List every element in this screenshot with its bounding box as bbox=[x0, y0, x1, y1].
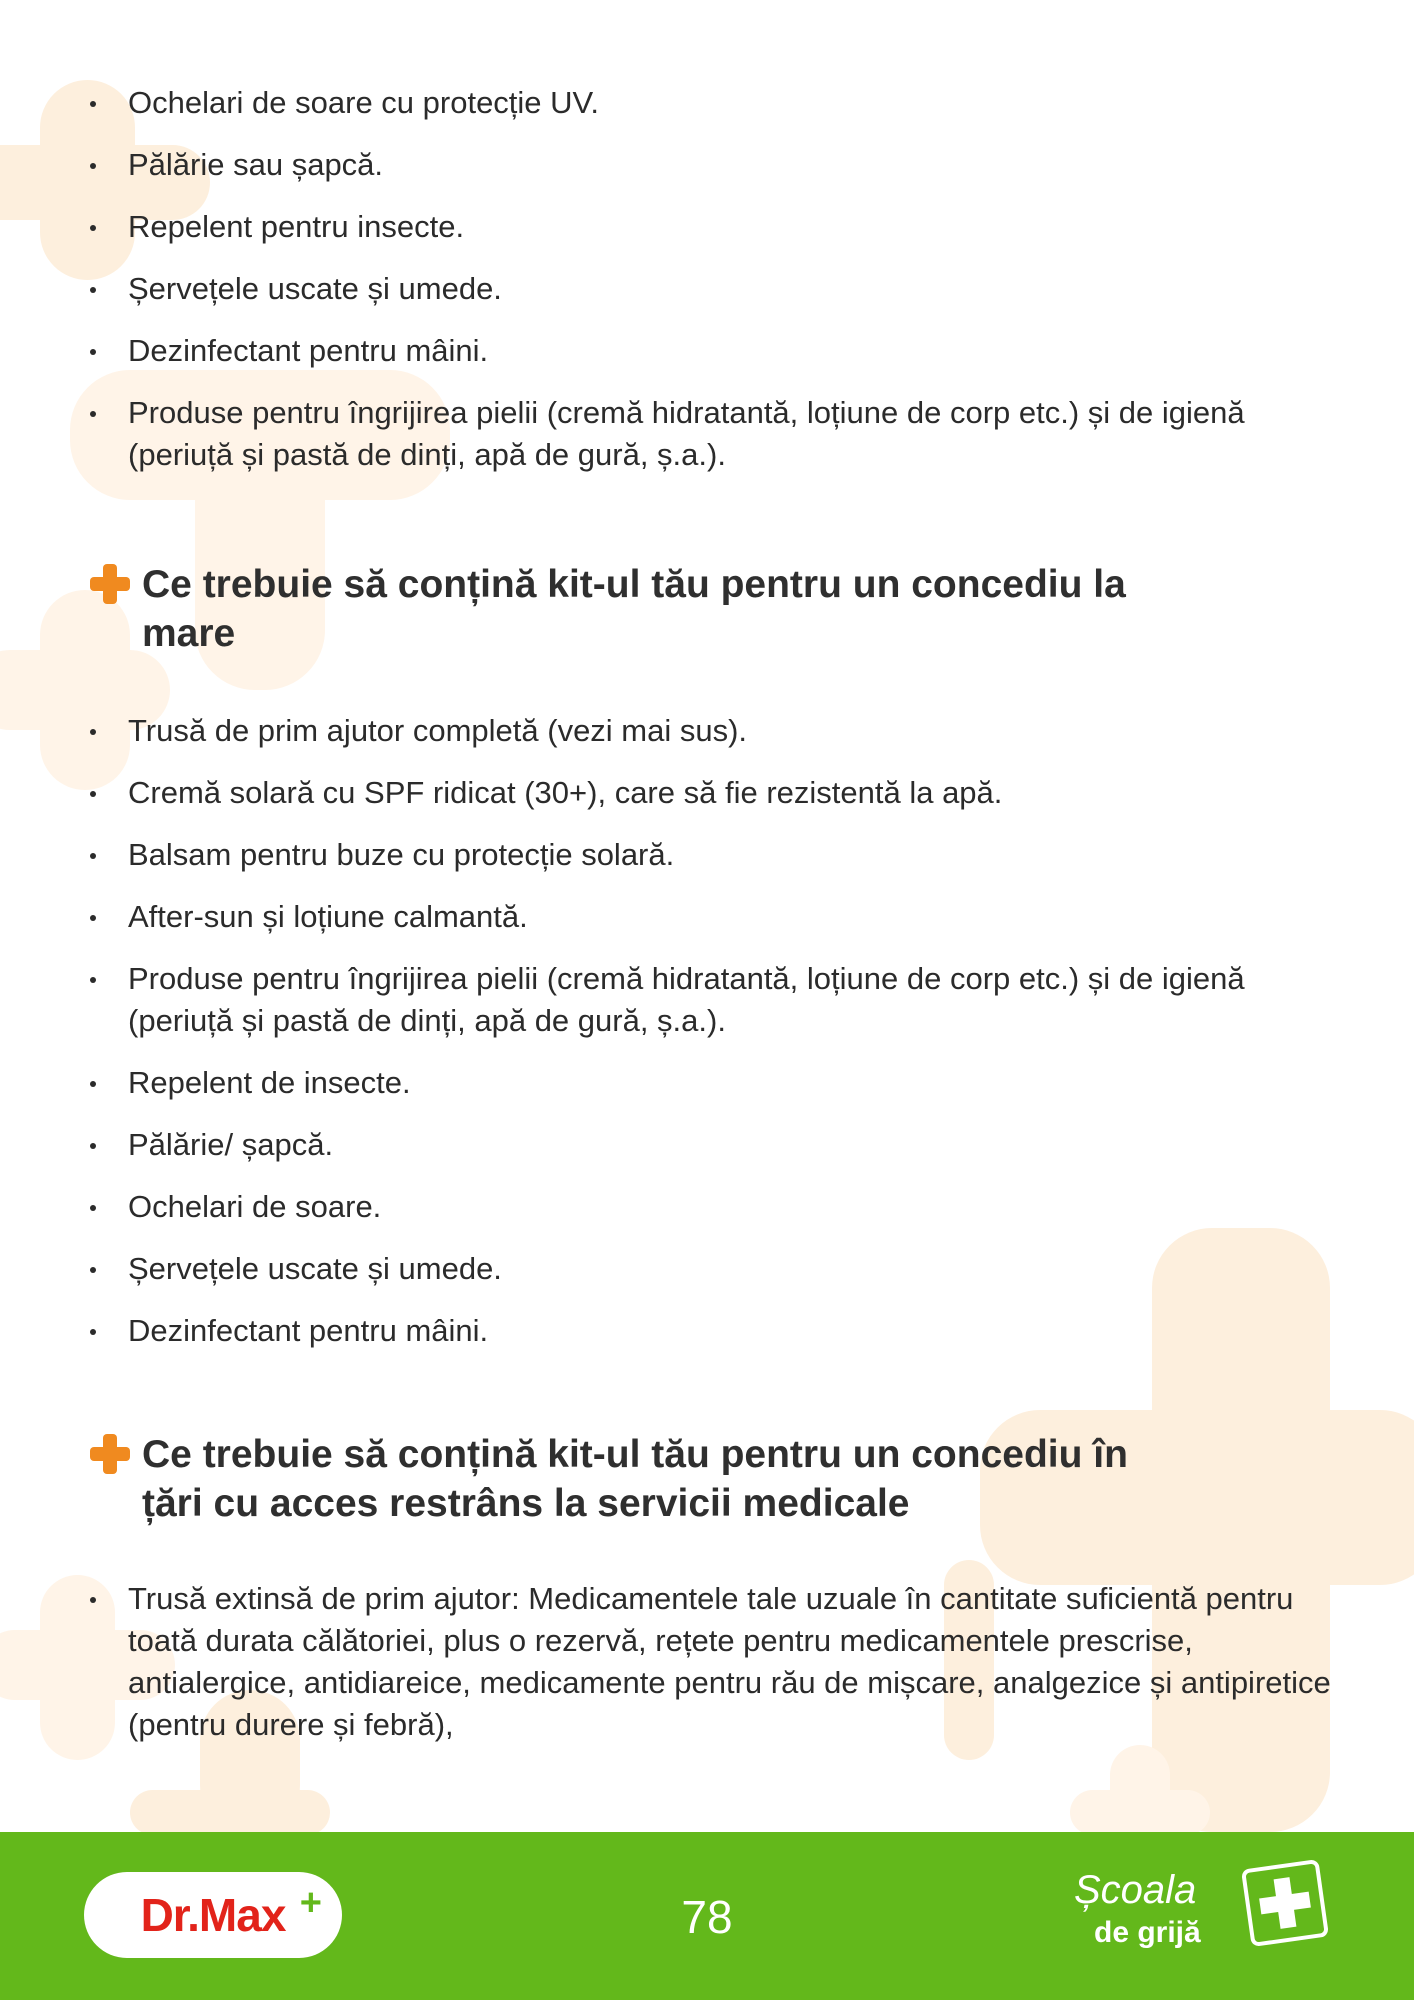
list-item: Repelent pentru insecte. bbox=[84, 206, 1344, 248]
list-item: Pălărie sau șapcă. bbox=[84, 144, 1344, 186]
decorative-cross-bottom-horizontal bbox=[130, 1790, 330, 1835]
list-item: Dezinfectant pentru mâini. bbox=[84, 330, 1344, 372]
footer bbox=[0, 1832, 1414, 2000]
list-item: Șervețele uscate și umede. bbox=[84, 1248, 1344, 1290]
scoala-logo-line2: de grijă bbox=[1094, 1916, 1201, 1949]
list-item: Pălărie/ șapcă. bbox=[84, 1124, 1344, 1166]
list-item: Ochelari de soare. bbox=[84, 1186, 1344, 1228]
list-item: Dezinfectant pentru mâini. bbox=[84, 1310, 1344, 1352]
section-heading-restricted-access bbox=[88, 1430, 1188, 1528]
list-item: Produse pentru îngrijirea pielii (cremă hidratantă, loțiune de corp etc.) și de igienă (periuță și pastă de dinți, apă de gură, ș.a.). bbox=[84, 392, 1358, 476]
beach-list bbox=[84, 710, 1344, 1372]
plus-icon bbox=[88, 562, 132, 606]
scoala-de-grija-logo bbox=[1074, 1860, 1324, 1970]
plus-icon bbox=[88, 1432, 132, 1476]
list-item: Șervețele uscate și umede. bbox=[84, 268, 1344, 310]
list-item: Cremă solară cu SPF ridicat (30+), care să fie rezistentă la apă. bbox=[84, 772, 1344, 814]
first-list bbox=[84, 82, 1344, 496]
list-item: Trusă de prim ajutor completă (vezi mai sus). bbox=[84, 710, 1344, 752]
list-item: Produse pentru îngrijirea pielii (cremă hidratantă, loțiune de corp etc.) și de igienă (periuță și pastă de dinți, apă de gură, ș.a.). bbox=[84, 958, 1358, 1042]
scoala-logo-line1: Școala bbox=[1074, 1868, 1197, 1912]
list-item: After-sun și loțiune calmantă. bbox=[84, 896, 1344, 938]
list-item: Ochelari de soare cu protecție UV. bbox=[84, 82, 1344, 124]
drmax-logo-text: Dr.Max bbox=[140, 1889, 286, 1941]
list-item: Trusă extinsă de prim ajutor: Medicamentele tale uzuale în cantitate suficientă pentru toată durata călătoriei, plus o rezervă, rețete pentru medicamentele prescrise, antialergice, antidiareice, medicamente pentru rău de mișcare, analgezice și antipiretice (pentru durere și febră), bbox=[84, 1578, 1348, 1746]
page-number: 78 bbox=[681, 1891, 733, 1943]
book-plus-icon bbox=[1241, 1859, 1329, 1947]
restricted-access-list bbox=[84, 1578, 1344, 1766]
decorative-cross-bottom-right-horizontal bbox=[1070, 1790, 1210, 1835]
heading-text: Ce trebuie să conțină kit-ul tău pentru un concediu la mare bbox=[142, 563, 1126, 655]
section-heading-beach bbox=[88, 560, 1188, 658]
list-item: Balsam pentru buze cu protecție solară. bbox=[84, 834, 1344, 876]
drmax-plus-icon: + bbox=[299, 1882, 322, 1924]
heading-text: Ce trebuie să conțină kit-ul tău pentru un concediu în țări cu acces restrâns la servicii medicale bbox=[142, 1433, 1128, 1525]
list-item: Repelent de insecte. bbox=[84, 1062, 1344, 1104]
